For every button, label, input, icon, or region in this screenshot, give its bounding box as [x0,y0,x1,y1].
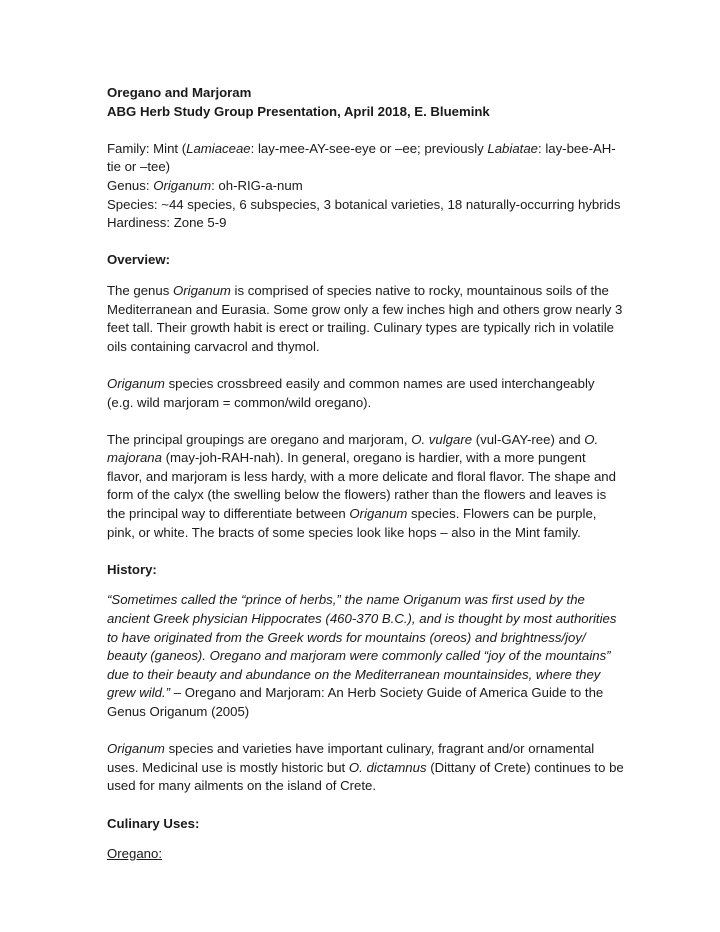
document-title: Oregano and Marjoram [107,85,252,100]
history-paragraph-2: Origanum species and varieties have important culinary, fragrant and/or ornamental uses. Medicinal use is mostly historic but O. dictamnus (Dittany of Crete) continues to be used for many ailments on the island of Crete. [107,741,624,794]
history-citation: – Oregano and Marjoram: An Herb Society Guide of America Guide to the Genus Origanum (2005) [107,685,604,719]
history-heading: History: [107,561,157,577]
hardiness-line: Hardiness: Zone 5-9 [107,215,227,231]
overview-paragraph-2: Origanum species crossbreed easily and common names are used interchangeably (e.g. wild marjoram = common/wild oregano). [107,375,595,410]
overview-heading: Overview: [107,252,171,268]
document-subtitle: ABG Herb Study Group Presentation, April 2018, E. Bluemink [107,103,490,119]
culinary-heading: Culinary Uses: [107,815,200,831]
family-line: Family: Mint (Lamiaceae: lay-mee-AY-see-eye or –ee; previously Labiatae: lay-bee-AH-tie or –tee) [107,140,616,175]
overview-paragraph-3: The principal groupings are oregano and marjoram, O. vulgare (vul-GAY-ree) and O. majorana (may-joh-RAH-nah). In general, oregano is hardier, with a more pungent flavor, and marjoram is less hardy, with a more delicate and floral flavor. The shape and form of the calyx (the swelling below the flowers) rather than the flowers and leaves is the principal way to differentiate between Origanum species. Flowers can be purple, pink, or white. The bracts of some species look like hops – also in the Mint family. [107,431,616,540]
oregano-subheading: Oregano: [107,846,162,862]
genus-line: Genus: Origanum: oh-RIG-a-num [107,177,303,193]
species-line: Species: ~44 species, 6 subspecies, 3 botanical varieties, 18 naturally-occurring hybrids [107,196,621,212]
history-quote-paragraph [107,591,624,721]
history-quote: “Sometimes called the “prince of herbs,” the name Origanum was first used by the ancient Greek physician Hippocrates (460-370 B.C.), and is thought by most authorities to have originated from the Greek words for mountains (oreos) and brightness/joy/ beauty (ganeos). Oregano and marjoram were commonly called “joy of the mountains” due to their beauty and abundance on the Mediterranean mountainsides, where they grew wild.” [107,592,617,701]
overview-paragraph-1: The genus Origanum is comprised of species native to rocky, mountainous soils of the Mediterranean and Eurasia. Some grow only a few inches high and others grow nearly 3 feet tall. Their growth habit is erect or trailing. Culinary types are typically rich in volatile oils containing carvacrol and thymol. [107,282,623,354]
